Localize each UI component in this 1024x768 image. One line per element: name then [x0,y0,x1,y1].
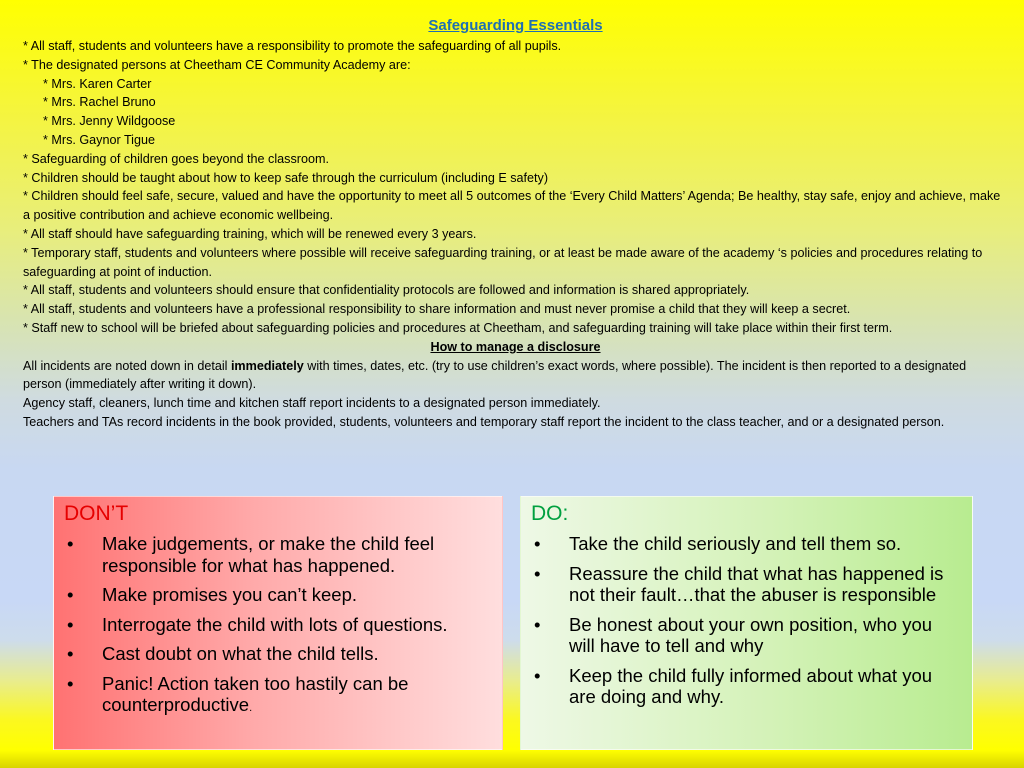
safeguarding-text-block [23,15,1008,432]
dont-item: • Make promises you can’t keep. [64,584,492,606]
disclosure-heading: How to manage a disclosure [430,339,601,354]
do-item: • Keep the child fully informed about what you are doing and why. [531,665,962,708]
dont-panel [53,496,503,750]
essentials-line: * Temporary staff, students and volunteers where possible will receive safeguarding training, or at least be made aware of the academy ‘s policies and procedures relating to safeguarding at point of induction. [23,245,983,279]
do-item: • Reassure the child that what has happened is not their fault…that the abuser is responsible [531,563,962,606]
dont-item: • Interrogate the child with lots of questions. [64,614,492,636]
dont-item: • Make judgements, or make the child feel responsible for what has happened. [64,533,492,576]
disclosure-emphasis: immediately [230,358,304,373]
essentials-line: * All staff, students and volunteers should ensure that confidentiality protocols are followed and information is shared appropriately. [23,283,750,298]
do-item: • Be honest about your own position, who you will have to tell and why [531,614,962,657]
disclosure-text: All incidents are noted down in detail [23,358,231,373]
disclosure-paragraph: Agency staff, cleaners, lunch time and kitchen staff report incidents to a designated person immediately. [23,396,601,411]
dont-item: • Cast doubt on what the child tells. [64,643,492,665]
dont-item-text: Panic! Action taken too hastily can be counterproductive [102,672,409,715]
essentials-line: * Staff new to school will be briefed about safeguarding policies and procedures at Cheetham, and safeguarding training will take place within their first term. [23,320,893,335]
disclosure-paragraph: Teachers and TAs record incidents in the book provided, students, volunteers and temporary staff report the incident to the class teacher, and or a designated person. [23,414,945,429]
essentials-line: * All staff, students and volunteers have a responsibility to promote the safeguarding of all pupils. [23,39,562,53]
designated-person: * Mrs. Jenny Wildgoose [43,114,176,129]
dont-heading: DON’T [64,502,129,525]
disclosure-paragraph [23,357,1008,395]
dont-list [64,533,492,720]
essentials-line: * Children should feel safe, secure, valued and have the opportunity to meet all 5 outcomes of the ‘Every Child Matters’ Agenda; Be healthy, stay safe, enjoy and achieve, make a positive contribution and achieve economic wellbeing. [23,189,1001,223]
do-panel [520,496,973,750]
designated-person: * Mrs. Karen Carter [43,76,152,91]
essentials-line: * Children should be taught about how to keep safe through the curriculum (including E safety) [23,170,549,185]
essentials-line: * All staff should have safeguarding training, which will be renewed every 3 years. [23,226,477,241]
essentials-line: * All staff, students and volunteers have a professional responsibility to share information and must never promise a child that they will keep a secret. [23,302,851,317]
designated-person: * Mrs. Rachel Bruno [43,95,156,110]
dont-item-period: . [249,702,253,714]
do-list [531,533,962,708]
do-heading: DO: [531,502,569,525]
do-item: • Take the child seriously and tell them so. [531,533,962,555]
page-title: Safeguarding Essentials [428,17,603,34]
disclosure-text: with times, dates, etc. (try to use children’s exact words, where possible). The incident is then reported to a designated person (immediately after writing it down). [23,358,967,392]
dont-item [64,673,492,720]
essentials-line: * The designated persons at Cheetham CE Community Academy are: [23,57,411,72]
designated-person: * Mrs. Gaynor Tigue [43,132,155,147]
essentials-line: * Safeguarding of children goes beyond the classroom. [23,151,329,166]
